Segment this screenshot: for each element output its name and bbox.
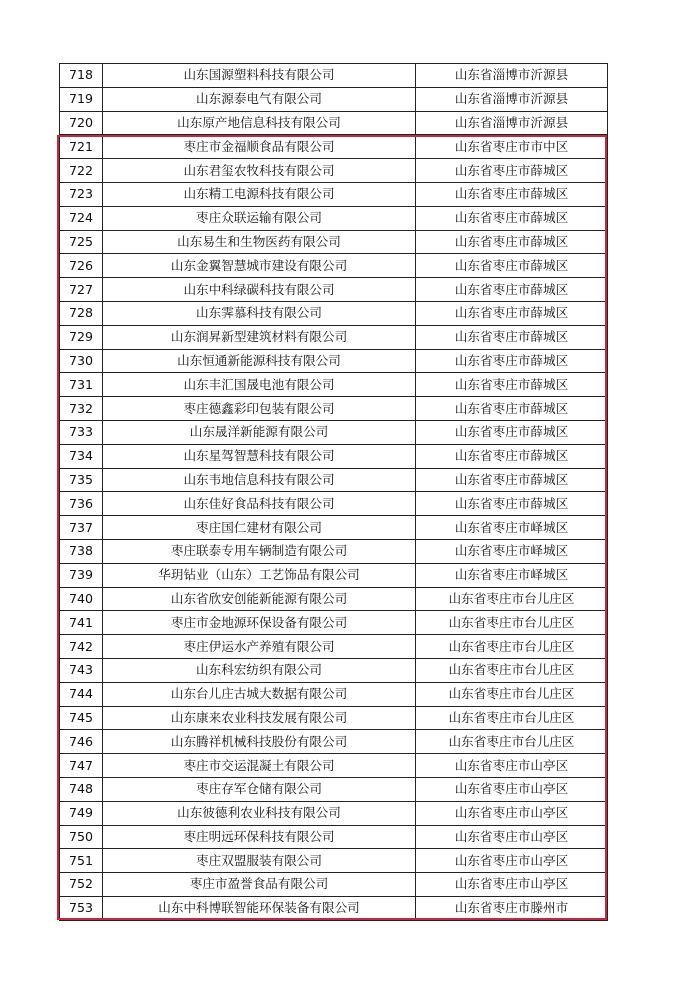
company-name: 枣庄联泰专用车辆制造有限公司 (103, 539, 416, 563)
region-name: 山东省枣庄市薛城区 (416, 301, 608, 325)
table-row (60, 801, 608, 825)
table-row (60, 444, 608, 468)
table-row (60, 825, 608, 849)
table-row (60, 587, 608, 611)
company-name: 枣庄国仁建材有限公司 (103, 516, 416, 540)
company-name: 枣庄存军仓储有限公司 (103, 777, 416, 801)
region-name: 山东省淄博市沂源县 (416, 87, 608, 111)
region-name: 山东省枣庄市台儿庄区 (416, 682, 608, 706)
table-row (60, 135, 608, 159)
row-number: 741 (60, 611, 103, 635)
region-name: 山东省枣庄市山亭区 (416, 754, 608, 778)
region-name: 山东省枣庄市台儿庄区 (416, 635, 608, 659)
company-name: 山东佳好食品科技有限公司 (103, 492, 416, 516)
region-name: 山东省枣庄市薛城区 (416, 325, 608, 349)
region-name: 山东省枣庄市山亭区 (416, 801, 608, 825)
region-name: 山东省枣庄市峄城区 (416, 516, 608, 540)
company-name: 山东精工电源科技有限公司 (103, 182, 416, 206)
company-name: 山东润昇新型建筑材料有限公司 (103, 325, 416, 349)
table-row (60, 682, 608, 706)
row-number: 752 (60, 873, 103, 897)
region-name: 山东省枣庄市峄城区 (416, 563, 608, 587)
region-name: 山东省枣庄市薛城区 (416, 373, 608, 397)
region-name: 山东省枣庄市山亭区 (416, 849, 608, 873)
company-name: 枣庄市交运混凝土有限公司 (103, 754, 416, 778)
region-name: 山东省枣庄市山亭区 (416, 825, 608, 849)
table-row (60, 896, 608, 920)
company-name: 枣庄市盈誉食品有限公司 (103, 873, 416, 897)
region-name: 山东省枣庄市薛城区 (416, 492, 608, 516)
table-row (60, 563, 608, 587)
table-row (60, 539, 608, 563)
row-number: 725 (60, 230, 103, 254)
region-name: 山东省枣庄市薛城区 (416, 468, 608, 492)
region-name: 山东省枣庄市薛城区 (416, 397, 608, 421)
table-row (60, 87, 608, 111)
company-name: 山东星驾智慧科技有限公司 (103, 444, 416, 468)
table-row (60, 730, 608, 754)
table-row (60, 182, 608, 206)
company-name: 山东原产地信息科技有限公司 (103, 111, 416, 135)
company-name: 枣庄双盟服装有限公司 (103, 849, 416, 873)
row-number: 722 (60, 159, 103, 183)
row-number: 736 (60, 492, 103, 516)
table-row (60, 64, 608, 88)
table-row (60, 206, 608, 230)
company-name: 山东丰汇国晟电池有限公司 (103, 373, 416, 397)
table-row (60, 516, 608, 540)
row-number: 753 (60, 896, 103, 920)
company-name: 枣庄伊运水产养殖有限公司 (103, 635, 416, 659)
row-number: 739 (60, 563, 103, 587)
row-number: 721 (60, 135, 103, 159)
table-row (60, 873, 608, 897)
row-number: 738 (60, 539, 103, 563)
row-number: 732 (60, 397, 103, 421)
region-name: 山东省枣庄市山亭区 (416, 777, 608, 801)
row-number: 750 (60, 825, 103, 849)
table-row (60, 754, 608, 778)
company-name: 枣庄众联运输有限公司 (103, 206, 416, 230)
region-name: 山东省枣庄市薛城区 (416, 206, 608, 230)
table-row (60, 397, 608, 421)
company-name: 山东省欣安创能新能源有限公司 (103, 587, 416, 611)
company-name: 山东霁慕科技有限公司 (103, 301, 416, 325)
region-name: 山东省枣庄市台儿庄区 (416, 611, 608, 635)
row-number: 737 (60, 516, 103, 540)
table-row (60, 777, 608, 801)
region-name: 山东省枣庄市台儿庄区 (416, 706, 608, 730)
region-name: 山东省淄博市沂源县 (416, 111, 608, 135)
company-name: 山东韦地信息科技有限公司 (103, 468, 416, 492)
company-name: 山东科宏纺织有限公司 (103, 658, 416, 682)
row-number: 748 (60, 777, 103, 801)
company-name: 山东国源塑料科技有限公司 (103, 64, 416, 88)
region-name: 山东省枣庄市薛城区 (416, 444, 608, 468)
company-name: 山东台儿庄古城大数据有限公司 (103, 682, 416, 706)
company-name: 山东金翼智慧城市建设有限公司 (103, 254, 416, 278)
company-name: 山东中科绿碳科技有限公司 (103, 278, 416, 302)
company-name: 山东腾祥机械科技股份有限公司 (103, 730, 416, 754)
region-name: 山东省枣庄市峄城区 (416, 539, 608, 563)
row-number: 745 (60, 706, 103, 730)
company-name: 枣庄市金地源环保设备有限公司 (103, 611, 416, 635)
company-name: 华玥钻业（山东）工艺饰品有限公司 (103, 563, 416, 587)
table-row (60, 706, 608, 730)
table-row (60, 349, 608, 373)
row-number: 744 (60, 682, 103, 706)
table-row (60, 658, 608, 682)
table-row (60, 420, 608, 444)
region-name: 山东省枣庄市山亭区 (416, 873, 608, 897)
region-name: 山东省枣庄市台儿庄区 (416, 587, 608, 611)
row-number: 730 (60, 349, 103, 373)
table-body (60, 64, 608, 921)
region-name: 山东省枣庄市滕州市 (416, 896, 608, 920)
row-number: 740 (60, 587, 103, 611)
company-name: 枣庄德鑫彩印包装有限公司 (103, 397, 416, 421)
row-number: 728 (60, 301, 103, 325)
region-name: 山东省枣庄市薛城区 (416, 254, 608, 278)
company-list-table (59, 63, 608, 921)
company-name: 枣庄市金福顺食品有限公司 (103, 135, 416, 159)
table-row (60, 278, 608, 302)
row-number: 719 (60, 87, 103, 111)
row-number: 746 (60, 730, 103, 754)
table-row (60, 492, 608, 516)
row-number: 734 (60, 444, 103, 468)
table-row (60, 373, 608, 397)
row-number: 720 (60, 111, 103, 135)
row-number: 724 (60, 206, 103, 230)
region-name: 山东省枣庄市市中区 (416, 135, 608, 159)
table-row (60, 849, 608, 873)
row-number: 729 (60, 325, 103, 349)
region-name: 山东省枣庄市台儿庄区 (416, 730, 608, 754)
table-row (60, 159, 608, 183)
region-name: 山东省淄博市沂源县 (416, 64, 608, 88)
table-row (60, 468, 608, 492)
region-name: 山东省枣庄市薛城区 (416, 182, 608, 206)
row-number: 751 (60, 849, 103, 873)
company-name: 山东恒通新能源科技有限公司 (103, 349, 416, 373)
row-number: 726 (60, 254, 103, 278)
row-number: 727 (60, 278, 103, 302)
row-number: 723 (60, 182, 103, 206)
region-name: 山东省枣庄市薛城区 (416, 349, 608, 373)
company-name: 山东易生和生物医药有限公司 (103, 230, 416, 254)
region-name: 山东省枣庄市薛城区 (416, 159, 608, 183)
company-name: 山东中科博联智能环保装备有限公司 (103, 896, 416, 920)
company-name: 山东君玺农牧科技有限公司 (103, 159, 416, 183)
region-name: 山东省枣庄市薛城区 (416, 278, 608, 302)
row-number: 749 (60, 801, 103, 825)
table-row (60, 325, 608, 349)
row-number: 747 (60, 754, 103, 778)
row-number: 742 (60, 635, 103, 659)
table-row (60, 254, 608, 278)
row-number: 733 (60, 420, 103, 444)
company-name: 山东康来农业科技发展有限公司 (103, 706, 416, 730)
row-number: 718 (60, 64, 103, 88)
company-name: 山东彼德利农业科技有限公司 (103, 801, 416, 825)
table-row (60, 111, 608, 135)
row-number: 731 (60, 373, 103, 397)
company-name: 枣庄明远环保科技有限公司 (103, 825, 416, 849)
region-name: 山东省枣庄市薛城区 (416, 230, 608, 254)
row-number: 743 (60, 658, 103, 682)
region-name: 山东省枣庄市薛城区 (416, 420, 608, 444)
region-name: 山东省枣庄市台儿庄区 (416, 658, 608, 682)
row-number: 735 (60, 468, 103, 492)
table-row (60, 611, 608, 635)
table-row (60, 301, 608, 325)
company-name: 山东晟洋新能源有限公司 (103, 420, 416, 444)
table-row (60, 635, 608, 659)
company-name: 山东源泰电气有限公司 (103, 87, 416, 111)
table-row (60, 230, 608, 254)
